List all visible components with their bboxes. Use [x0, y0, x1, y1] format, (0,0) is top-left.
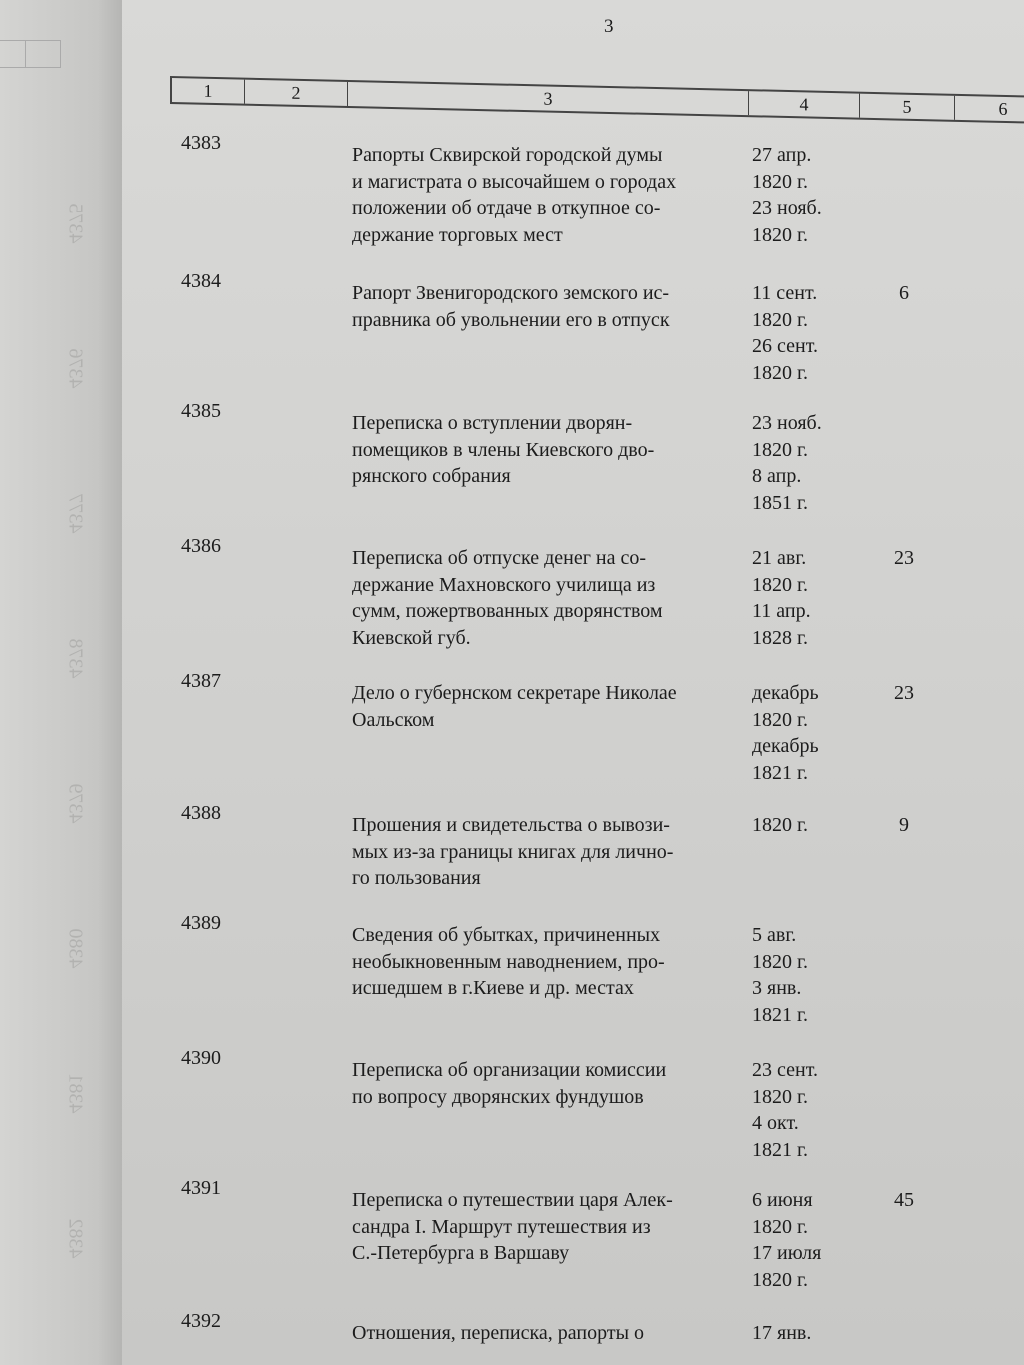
date-line: 1828 г. [752, 626, 808, 649]
date-line: 27 апр. [752, 144, 812, 166]
date-line: 4 окт. [752, 1112, 799, 1134]
description-line: Киевской губ. [352, 626, 471, 649]
entry-description [352, 1187, 673, 1267]
date-line: 5 авг. [752, 924, 797, 946]
col-header-2: 2 [245, 80, 348, 106]
entry-sheets: 9 [899, 814, 909, 836]
description-line: и магистрата о высочайшем о городах [352, 170, 677, 193]
description-line: мых из-за границы книгах для лично- [352, 840, 674, 863]
entry-number: 4388 [181, 802, 221, 824]
date-line: 8 апр. [752, 465, 802, 487]
entry-number: 4389 [181, 912, 221, 934]
description-line: Рапорты Сквирской городской думы [352, 144, 663, 166]
date-line: 1820 г. [752, 361, 808, 384]
date-line: 1820 г. [752, 708, 808, 731]
description-line: помещиков в члены Киевского дво- [352, 438, 655, 461]
date-line: 1820 г. [752, 1085, 808, 1108]
date-line: 11 сент. [752, 282, 818, 304]
description-line: необыкновенным наводнением, про- [352, 950, 665, 973]
description-line: Сведения об убытках, причиненных [352, 924, 661, 946]
date-line: 1820 г. [752, 438, 808, 461]
date-line: 1820 г. [752, 1268, 808, 1291]
date-line: 23 нояб. [752, 412, 822, 434]
facing-page [0, 0, 122, 1365]
entry-dates [752, 280, 818, 386]
col-header-6: 6 [998, 98, 1008, 120]
bleed-through-number: 4377 [64, 493, 87, 534]
date-line: 1821 г. [752, 1138, 808, 1161]
date-line: 23 сент. [752, 1059, 818, 1081]
description-line: Рапорт Звенигородского земского ис- [352, 282, 670, 304]
date-line: 1820 г. [752, 573, 808, 596]
date-line: 1821 г. [752, 761, 808, 784]
entry-sheets: 23 [894, 547, 914, 569]
entry-dates [752, 545, 811, 651]
col-header-3: 3 [348, 82, 749, 115]
description-line: Оальском [352, 708, 435, 731]
date-line: 26 сент. [752, 335, 818, 357]
description-line: Переписка о вступлении дворян- [352, 412, 633, 434]
entry-number: 4386 [181, 535, 221, 557]
description-line: положении об отдаче в откупное со- [352, 197, 661, 219]
description-line: го пользования [352, 867, 481, 889]
entry-number: 4383 [181, 132, 221, 154]
entry-sheets: 45 [894, 1189, 914, 1211]
entry-sheets: 6 [899, 282, 909, 304]
entry-description [352, 1057, 666, 1110]
entry-description [352, 812, 673, 892]
col-header-1: 1 [172, 78, 245, 104]
description-line: держание торговых мест [352, 223, 563, 246]
entry-description [352, 922, 665, 1002]
description-line: правника об увольнении его в отпуск [352, 308, 670, 331]
date-line: 1820 г. [752, 950, 808, 973]
entry-number: 4391 [181, 1177, 221, 1199]
date-line: 3 янв. [752, 977, 802, 999]
bleed-through-number: 4379 [64, 783, 87, 824]
date-line: 17 июля [752, 1242, 822, 1264]
date-line: 1820 г. [752, 814, 808, 836]
entry-dates [752, 922, 808, 1028]
description-line: С.-Петербурга в Варшаву [352, 1242, 570, 1264]
entry-number: 4384 [181, 270, 221, 292]
date-line: декабрь [752, 735, 819, 757]
date-line: 21 авг. [752, 547, 807, 569]
date-line: 6 июня [752, 1189, 813, 1211]
date-line: 1820 г. [752, 1215, 808, 1238]
bleed-through-number: 4380 [64, 928, 87, 969]
description-line: Прошения и свидетельства о вывози- [352, 814, 670, 836]
date-line: декабрь [752, 682, 819, 704]
description-line: исшедшем в г.Киеве и др. местах [352, 977, 634, 999]
entry-dates [752, 680, 819, 786]
description-line: сумм, пожертвованных дворянством [352, 600, 663, 622]
entry-description [352, 545, 663, 651]
date-line: 1820 г. [752, 223, 808, 246]
bleed-through-number: 4375 [64, 203, 87, 244]
date-line: 1820 г. [752, 308, 808, 331]
description-line: Переписка об отпуске денег на со- [352, 547, 647, 569]
entry-dates [752, 410, 822, 516]
date-line: 1820 г. [752, 170, 808, 193]
description-line: Отношения, переписка, рапорты о [352, 1322, 645, 1344]
bleed-through-number: 4382 [64, 1218, 87, 1259]
entry-sheets: 23 [894, 682, 914, 704]
date-line: 11 апр. [752, 600, 811, 622]
description-line: по вопросу дворянских фундушов [352, 1085, 644, 1108]
bleed-through-number: 4376 [64, 348, 87, 389]
entry-dates [752, 1187, 821, 1293]
entry-description [352, 410, 654, 490]
facing-page-header [0, 40, 61, 68]
col-header-5: 5 [860, 94, 955, 120]
entry-number: 4385 [181, 400, 221, 422]
description-line: сандра I. Маршрут путешествия из [352, 1215, 651, 1238]
page-number: 3 [604, 16, 614, 37]
description-line: Переписка о путешествии царя Алек- [352, 1189, 673, 1211]
entry-number: 4387 [181, 670, 221, 692]
date-line: 23 нояб. [752, 197, 822, 219]
entry-description [352, 680, 677, 733]
description-line: Переписка об организации комиссии [352, 1059, 667, 1081]
entry-dates [752, 812, 808, 839]
entry-number: 4390 [181, 1047, 221, 1069]
date-line: 1851 г. [752, 491, 808, 514]
entry-description [352, 142, 676, 248]
entry-number: 4392 [181, 1310, 221, 1332]
entry-dates [752, 1057, 818, 1163]
description-line: рянского собрания [352, 465, 511, 487]
bleed-through-number: 4378 [64, 638, 87, 679]
date-line: 1821 г. [752, 1003, 808, 1026]
description-line: держание Махновского училища из [352, 573, 656, 596]
date-line: 17 янв. [752, 1322, 812, 1344]
entry-description [352, 1320, 644, 1347]
col-header-4: 4 [749, 91, 860, 118]
entry-dates [752, 142, 822, 248]
bleed-through-number: 4381 [64, 1073, 87, 1114]
description-line: Дело о губернском секретаре Николае [352, 682, 677, 704]
entry-description [352, 280, 670, 333]
entry-dates [752, 1320, 811, 1347]
